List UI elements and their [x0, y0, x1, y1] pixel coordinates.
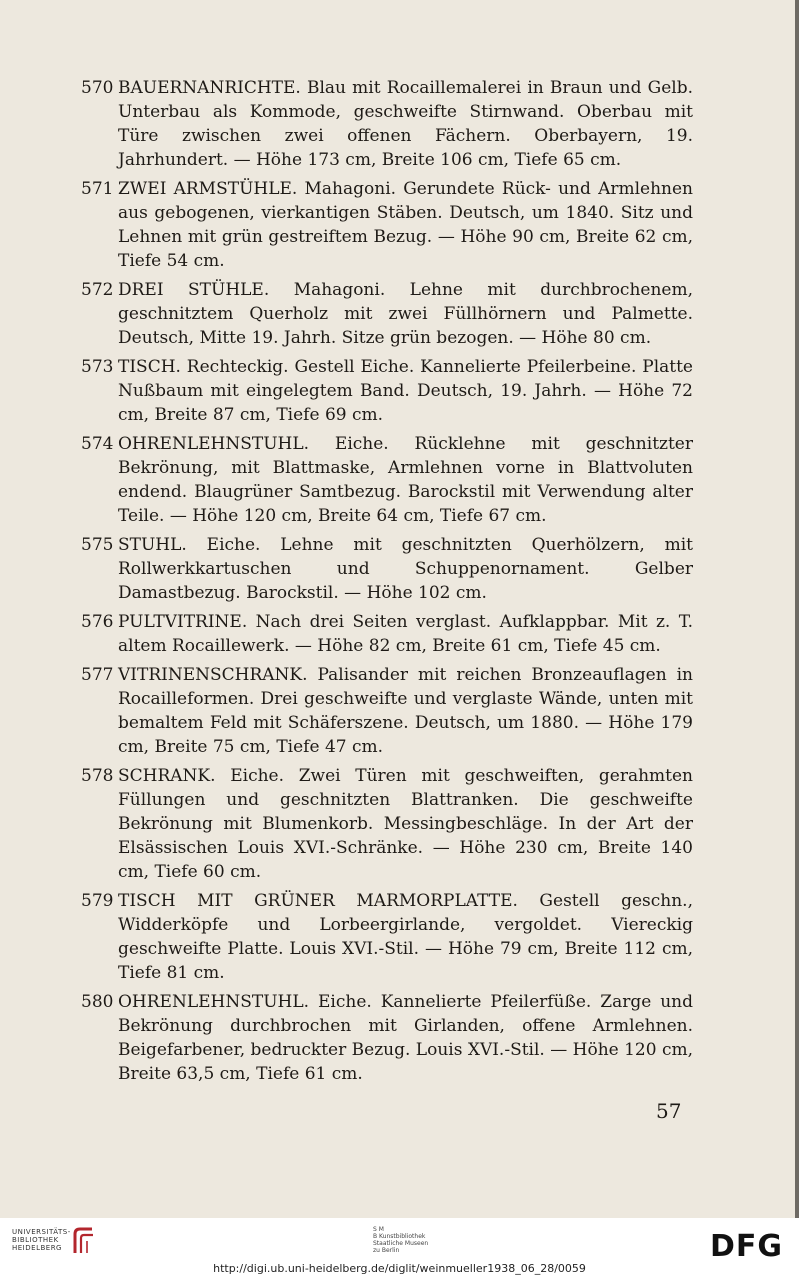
stamp-line: zu Berlin	[373, 1247, 400, 1254]
entry-text: TISCH. Rechteckig. Gestell Eiche. Kannelierte Pfeilerbeine. Platte Nußbaum mit eingelegtem Band. Deutsch, 19. Jahrh. — Höhe 72 cm, Breite 87 cm, Tiefe 69 cm.	[118, 357, 693, 425]
entry-number: 577	[81, 665, 114, 685]
library-logo-line: HEIDELBERG	[12, 1244, 62, 1252]
entry-number: 579	[81, 891, 114, 911]
catalog-entries	[81, 76, 693, 1091]
entry-text: TISCH MIT GRÜNER MARMORPLATTE. Gestell geschn., Widderköpfe und Lorbeergirlande, vergoldet. Viereckig geschweifte Platte. Louis XVI.-Stil. — Höhe 79 cm, Breite 112 cm, Tiefe 81 cm.	[118, 891, 693, 983]
stamp-line: S M	[373, 1226, 384, 1233]
entry-text: OHRENLEHNSTUHL. Eiche. Kannelierte Pfeilerfüße. Zarge und Bekrönung durchbrochen mit Girlanden, offene Armlehnen. Beigefarbener, bedruckter Bezug. Louis XVI.-Stil. — Höhe 120 cm, Breite 63,5 cm, Tiefe 61 cm.	[118, 992, 694, 1084]
entry-number: 573	[81, 357, 114, 377]
catalog-entry	[81, 432, 693, 528]
entry-text: OHRENLEHNSTUHL. Eiche. Rücklehne mit geschnitzter Bekrönung, mit Blattmaske, Armlehnen vorne in Blattvoluten endend. Blaugrüner Samtbezug. Barockstil mit Verwendung alter Teile. — Höhe 120 cm, Breite 64 cm, Tiefe 67 cm.	[118, 434, 693, 526]
library-logo[interactable]	[12, 1228, 71, 1252]
entry-text: ZWEI ARMSTÜHLE. Mahagoni. Gerundete Rück- und Armlehnen aus gebogenen, vierkantigen Stäben. Deutsch, um 1840. Sitz und Lehnen mit grün gestreiftem Bezug. — Höhe 90 cm, Breite 62 cm, Tiefe 54 cm.	[118, 179, 693, 271]
catalog-entry	[81, 889, 693, 985]
stamp-line: B Kunstbibliothek	[373, 1233, 426, 1240]
entry-text: PULTVITRINE. Nach drei Seiten verglast. Aufklappbar. Mit z. T. altem Rocaillewerk. — Höhe 82 cm, Breite 61 cm, Tiefe 45 cm.	[118, 612, 693, 656]
entry-text: STUHL. Eiche. Lehne mit geschnitzten Querhölzern, mit Rollwerkkartuschen und Schuppenornament. Gelber Damastbezug. Barockstil. — Höhe 102 cm.	[118, 535, 693, 603]
entry-number: 571	[81, 179, 114, 199]
entry-number: 580	[81, 992, 114, 1012]
catalog-entry	[81, 177, 693, 273]
catalog-entry	[81, 764, 693, 884]
catalog-entry	[81, 355, 693, 427]
entry-number: 575	[81, 535, 114, 555]
entry-number: 578	[81, 766, 114, 786]
catalog-entry	[81, 278, 693, 350]
catalog-entry	[81, 533, 693, 605]
stamp-line: Staatliche Museen	[373, 1240, 429, 1247]
entry-number: 570	[81, 78, 114, 98]
entry-text: BAUERNANRICHTE. Blau mit Rocaillemalerei in Braun und Gelb. Unterbau als Kommode, geschweifte Stirnwand. Oberbau mit Türe zwischen zwei offenen Fächern. Oberbayern, 19. Jahrhundert. — Höhe 173 cm, Breite 106 cm, Tiefe 65 cm.	[118, 78, 693, 170]
entry-text: SCHRANK. Eiche. Zwei Türen mit geschweiften, gerahmten Füllungen und geschnitzten Blattranken. Die geschweifte Bekrönung mit Blumenkorb. Messingbeschläge. In der Art der Elsässischen Louis XVI.-Schränke. — Höhe 230 cm, Breite 140 cm, Tiefe 60 cm.	[118, 766, 693, 882]
catalog-entry	[81, 610, 693, 658]
page-number: 57	[656, 1099, 682, 1123]
page-url-link[interactable]: http://digi.ub.uni-heidelberg.de/diglit/weinmueller1938_06_28/0059	[213, 1262, 586, 1275]
entry-number: 572	[81, 280, 114, 300]
library-logo-line: UNIVERSITÄTS-	[12, 1228, 71, 1236]
library-logo-line: BIBLIOTHEK	[12, 1236, 59, 1244]
entry-text: VITRINENSCHRANK. Palisander mit reichen Bronzeauflagen in Rocailleformen. Drei geschweifte und verglaste Wände, unten mit bemaltem Feld mit Schäferszene. Deutsch, um 1880. — Höhe 179 cm, Breite 75 cm, Tiefe 47 cm.	[118, 665, 693, 757]
catalog-entry	[81, 76, 693, 172]
library-emblem-icon	[70, 1225, 98, 1257]
dfg-logo[interactable]: DFG	[710, 1229, 784, 1264]
catalog-entry	[81, 990, 693, 1086]
viewer-footer	[0, 1218, 799, 1276]
entry-text: DREI STÜHLE. Mahagoni. Lehne mit durchbrochenem, geschnitztem Querholz mit zwei Füllhörnern und Palmette. Deutsch, Mitte 19. Jahrh. Sitze grün bezogen. — Höhe 80 cm.	[118, 280, 693, 348]
museum-stamp	[373, 1226, 428, 1254]
entry-number: 574	[81, 434, 114, 454]
catalog-entry	[81, 663, 693, 759]
entry-number: 576	[81, 612, 114, 632]
